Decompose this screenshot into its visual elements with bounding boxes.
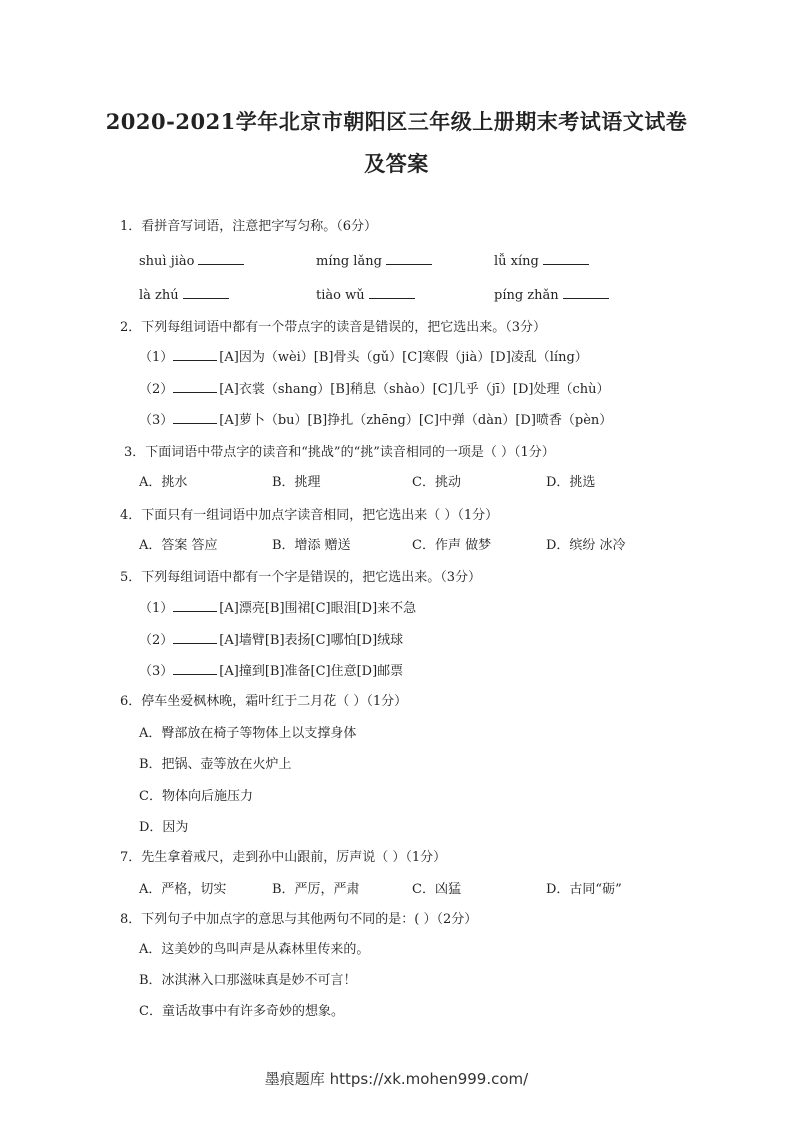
- pinyin-item: lǚ xíng: [494, 252, 589, 271]
- option-a[interactable]: A．严格，切实: [139, 882, 227, 897]
- pinyin-item: shuì jiào: [139, 252, 244, 271]
- answer-blank[interactable]: [173, 411, 217, 424]
- question-2-item: （1） [A]因为（wèi）[B]骨头（gǔ）[C]寒假（jià）[D]凌乱（líng）: [139, 350, 588, 365]
- option-d[interactable]: D．古同“砺”: [546, 882, 622, 897]
- question-4-stem: 4．下面只有一组词语中加点字读音相同，把它选出来（ ）（1分）: [120, 508, 499, 523]
- question-1-stem: 1．看拼音写词语，注意把字写匀称。（6分）: [120, 219, 378, 234]
- option-b[interactable]: B．挑理: [272, 475, 321, 490]
- answer-blank[interactable]: [173, 599, 217, 612]
- option-a[interactable]: A．挑水: [139, 475, 188, 490]
- option-c[interactable]: C．作声 做梦: [412, 538, 492, 553]
- option-b[interactable]: B．增添 赠送: [272, 538, 351, 553]
- question-5-item: （2） [A]墙臂[B]表扬[C]哪怕[D]绒球: [139, 633, 404, 648]
- answer-blank[interactable]: [183, 286, 229, 299]
- option-d[interactable]: D．因为: [139, 820, 189, 835]
- answer-blank[interactable]: [173, 662, 217, 675]
- question-2-item: （2） [A]衣裳（shang）[B]稍息（shào）[C]几乎（jī）[D]处理（chù）: [139, 382, 610, 397]
- question-7-stem: 7．先生拿着戒尺，走到孙中山跟前，厉声说（ ）（1分）: [120, 850, 447, 865]
- option-a[interactable]: A．这美妙的鸟叫声是从森林里传来的。: [139, 942, 370, 957]
- answer-blank[interactable]: [386, 252, 432, 265]
- pinyin-item: píng zhǎn: [494, 286, 609, 305]
- answer-blank[interactable]: [173, 631, 217, 644]
- question-2-stem: 2．下列每组词语中都有一个带点字的读音是错误的，把它选出来。（3分）: [120, 320, 547, 335]
- pinyin-item: tiào wǔ: [316, 286, 415, 305]
- pinyin-item: míng lǎng: [316, 252, 432, 271]
- question-5-stem: 5．下列每组词语中都有一个字是错误的，把它选出来。（3分）: [120, 570, 482, 585]
- answer-blank[interactable]: [173, 380, 217, 393]
- answer-blank[interactable]: [543, 252, 589, 265]
- footer-watermark-link[interactable]: 墨痕题库 https://xk.mohen999.com/: [264, 1070, 529, 1088]
- option-b[interactable]: B．严厉，严肃: [272, 882, 360, 897]
- option-c[interactable]: C．凶猛: [412, 882, 461, 897]
- option-c[interactable]: C．挑动: [412, 475, 461, 490]
- option-c[interactable]: C．童话故事中有许多奇妙的想象。: [139, 1004, 344, 1019]
- exam-title-line1: 2020-2021学年北京市朝阳区三年级上册期末考试语文试卷: [105, 109, 688, 134]
- pinyin-item: là zhú: [139, 286, 229, 305]
- question-5-item: （1） [A]漂亮[B]围裙[C]眼泪[D]来不急: [139, 601, 417, 616]
- answer-blank[interactable]: [369, 286, 415, 299]
- option-b[interactable]: B．冰淇淋入口那滋味真是妙不可言！: [139, 973, 357, 988]
- option-d[interactable]: D．挑选: [546, 475, 596, 490]
- question-6-stem: 6．停车坐爱枫林晚，霜叶红于二月花（ ）（1分）: [120, 694, 408, 709]
- option-a[interactable]: A．臀部放在椅子等物体上以支撑身体: [139, 726, 357, 741]
- option-c[interactable]: C．物体向后施压力: [139, 789, 253, 804]
- question-5-item: （3） [A]撞到[B]准备[C]住意[D]邮票: [139, 664, 404, 679]
- answer-blank[interactable]: [173, 348, 217, 361]
- question-8-stem: 8．下列句子中加点字的意思与其他两句不同的是：( ）（2分）: [120, 912, 478, 927]
- question-3-stem: 3．下面词语中带点字的读音和“挑战”的“挑”读音相同的一项是（ ）（1分）: [124, 445, 555, 460]
- answer-blank[interactable]: [563, 286, 609, 299]
- answer-blank[interactable]: [198, 252, 244, 265]
- option-d[interactable]: D．缤纷 冰冷: [546, 538, 626, 553]
- option-b[interactable]: B．把锅、壶等放在火炉上: [139, 757, 292, 772]
- question-2-item: （3） [A]萝卜（bu）[B]挣扎（zhēng）[C]中弹（dàn）[D]喷香（pèn）: [139, 413, 613, 428]
- exam-title-line2: 及答案: [364, 151, 429, 176]
- option-a[interactable]: A．答案 答应: [139, 538, 218, 553]
